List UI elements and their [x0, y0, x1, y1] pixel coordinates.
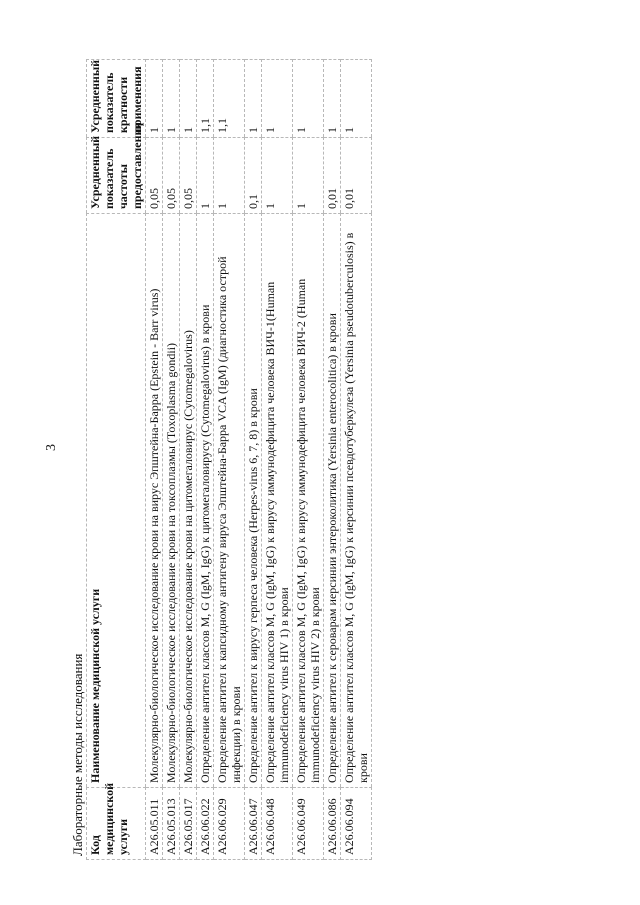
cell-frequency: 0,05 [146, 138, 163, 214]
cell-multiplicity: 1 [163, 60, 180, 138]
table-row [262, 60, 293, 860]
page-number: 3 [44, 444, 59, 451]
cell-frequency: 0,01 [341, 138, 372, 214]
cell-code: A26.06.094 [341, 788, 372, 860]
cell-multiplicity: 1 [293, 60, 324, 138]
table-row [163, 60, 180, 860]
cell-frequency: 0,1 [245, 138, 262, 214]
table-row [146, 60, 163, 860]
cell-name: Определение антител классов M, G (IgM, IgG) к иерсинии псевдотуберкулеза (Yersinia pseudotuberculosis) в крови [341, 214, 372, 788]
cell-code: A26.06.086 [324, 788, 341, 860]
cell-name: Молекулярно-биологическое исследование крови на цитомегаловирус (Cytomegalovirus) [180, 214, 197, 788]
cell-frequency: 0,05 [180, 138, 197, 214]
cell-name: Определение антител классов M, G (IgM, IgG) к вирусу иммунодефицита человека ВИЧ-2 (Human immunodeficiency virus HIV 2) в крови [293, 214, 324, 788]
cell-multiplicity: 1 [146, 60, 163, 138]
cell-frequency: 1 [197, 138, 214, 214]
cell-name: Определение антител классов M, G (IgM, IgG) к цитомегаловирусу (Cytomegalovirus) в крови [197, 214, 214, 788]
cell-name: Определение антител к сероварам иерсинии энтероколитика (Yersinia enterocolitica) в крови [324, 214, 341, 788]
cell-code: A26.06.048 [262, 788, 293, 860]
cell-name: Молекулярно-биологическое исследование крови на токсоплазмы (Toxoplasma gondii) [163, 214, 180, 788]
cell-multiplicity: 1 [180, 60, 197, 138]
table-header-row [87, 60, 146, 860]
cell-frequency: 1 [293, 138, 324, 214]
cell-code: A26.06.022 [197, 788, 214, 860]
cell-frequency: 1 [262, 138, 293, 214]
table-row [293, 60, 324, 860]
cell-name: Молекулярно-биологическое исследование крови на вирус Эпштейна-Барра (Epstein - Barr virus) [146, 214, 163, 788]
cell-multiplicity: 1 [341, 60, 372, 138]
cell-multiplicity: 1,1 [197, 60, 214, 138]
cell-name: Определение антител к вирусу герпеса человека (Herpes-virus 6, 7, 8) в крови [245, 214, 262, 788]
cell-name: Определение антител классов M, G (IgM, IgG) к вирусу иммунодефицита человека ВИЧ-1(Human immunodeficiency virus HIV 1) в крови [262, 214, 293, 788]
header-multiplicity: Усредненный показатель кратности применения [87, 60, 146, 138]
cell-code: A26.05.011 [146, 788, 163, 860]
header-name: Наименование медицинской услуги [87, 214, 146, 788]
table-row [324, 60, 341, 860]
cell-name: Определение антител к капсидному антигену вируса Эпштейна-Барра VCA (IgM) (диагностика острой инфекции) в крови [214, 214, 245, 788]
cell-frequency: 0,05 [163, 138, 180, 214]
cell-code: A26.05.013 [163, 788, 180, 860]
table-row [180, 60, 197, 860]
section-title: Лабораторные методы исследования [70, 653, 85, 856]
table-row [341, 60, 372, 860]
header-frequency: Усредненный показатель частоты предоставления [87, 138, 146, 214]
medical-services-table [86, 59, 372, 860]
cell-code: A26.05.017 [180, 788, 197, 860]
rotated-table-block [70, 60, 588, 860]
cell-frequency: 1 [214, 138, 245, 214]
table-row [214, 60, 245, 860]
cell-multiplicity: 1 [245, 60, 262, 138]
table-row [197, 60, 214, 860]
header-code: Код медицинской услуги [87, 788, 146, 860]
cell-multiplicity: 1 [324, 60, 341, 138]
cell-code: A26.06.049 [293, 788, 324, 860]
table-row [245, 60, 262, 860]
cell-frequency: 0,01 [324, 138, 341, 214]
cell-multiplicity: 1,1 [214, 60, 245, 138]
cell-code: A26.06.047 [245, 788, 262, 860]
cell-multiplicity: 1 [262, 60, 293, 138]
cell-code: A26.06.029 [214, 788, 245, 860]
